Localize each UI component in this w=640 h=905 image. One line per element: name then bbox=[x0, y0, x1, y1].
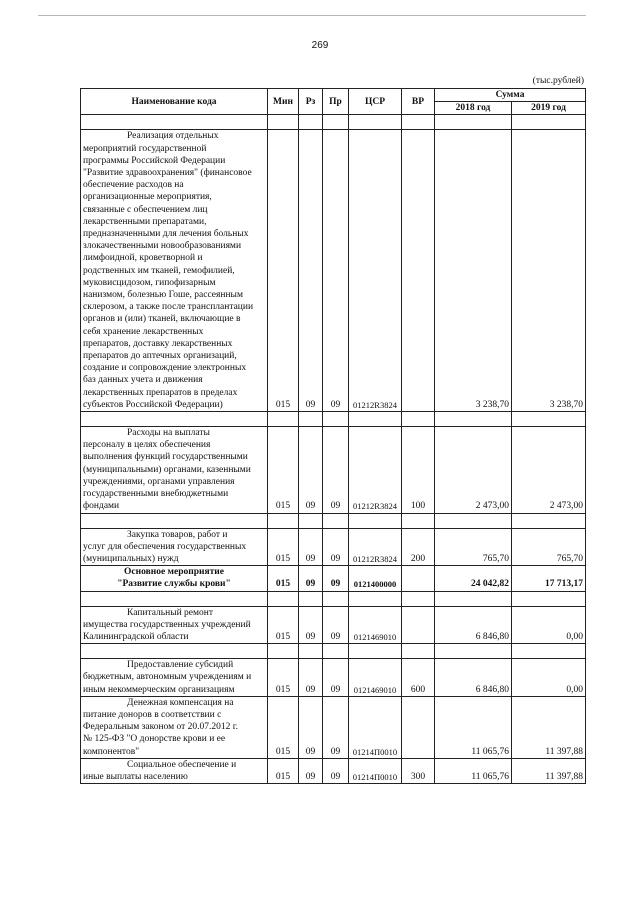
cell-2019: 0,00 bbox=[512, 606, 586, 644]
spacer-row bbox=[81, 412, 586, 427]
cell-rz: 09 bbox=[299, 696, 323, 758]
cell-2019: 2 473,00 bbox=[512, 427, 586, 513]
row-name-line: склерозом, а также после трансплантации bbox=[83, 302, 254, 313]
row-name-line: фондами bbox=[83, 501, 120, 512]
row-name-line: Федеральным законом от 20.07.2012 г. bbox=[83, 722, 238, 733]
cell-pr: 09 bbox=[323, 659, 349, 697]
row-name-line: Денежная компенсация на bbox=[127, 697, 234, 708]
cell-min: 015 bbox=[268, 659, 299, 697]
spacer-cell bbox=[299, 644, 323, 659]
spacer-cell bbox=[349, 644, 402, 659]
spacer-cell bbox=[512, 115, 586, 130]
row-name-line: (муниципальными) органами, казенными bbox=[83, 464, 251, 475]
cell-2018: 6 846,80 bbox=[435, 659, 512, 697]
cell-csr: 01212R3824 bbox=[349, 528, 402, 566]
spacer-cell bbox=[435, 591, 512, 606]
row-name bbox=[81, 758, 268, 783]
table-row bbox=[81, 566, 586, 591]
header-vr: ВР bbox=[402, 89, 435, 115]
spacer-cell bbox=[268, 591, 299, 606]
cell-vr bbox=[402, 130, 435, 412]
cell-min: 015 bbox=[268, 528, 299, 566]
row-name-line: себя хранение лекарственных bbox=[83, 326, 204, 337]
spacer-cell bbox=[299, 513, 323, 528]
row-name-line: предназначенными для лечения больных bbox=[83, 229, 249, 240]
table-row bbox=[81, 528, 586, 566]
header-sum: Сумма bbox=[435, 89, 586, 102]
header-row-1 bbox=[81, 89, 586, 102]
spacer-cell bbox=[81, 412, 268, 427]
row-name-line: Калининградской области bbox=[83, 631, 189, 642]
row-name bbox=[81, 130, 268, 412]
cell-2018: 6 846,80 bbox=[435, 606, 512, 644]
spacer-cell bbox=[299, 591, 323, 606]
spacer-cell bbox=[323, 412, 349, 427]
row-name-line: Предоставление субсидий bbox=[127, 660, 234, 671]
cell-2018: 24 042,82 bbox=[435, 566, 512, 591]
spacer-row bbox=[81, 591, 586, 606]
row-name bbox=[81, 606, 268, 644]
row-name-line: иным некоммерческим организациям bbox=[83, 684, 235, 695]
cell-pr: 09 bbox=[323, 696, 349, 758]
spacer-cell bbox=[323, 591, 349, 606]
row-name-line: программы Российской Федерации bbox=[83, 155, 226, 166]
row-name-line: лекарственными препаратами, bbox=[83, 216, 207, 227]
row-name-line: препаратов до аптечных организаций, bbox=[83, 351, 237, 362]
row-name-line: родственных им тканей, гемофилией, bbox=[83, 265, 235, 276]
cell-2018: 11 065,76 bbox=[435, 696, 512, 758]
spacer-cell bbox=[323, 513, 349, 528]
spacer-cell bbox=[323, 644, 349, 659]
spacer-cell bbox=[268, 412, 299, 427]
row-name bbox=[81, 528, 268, 566]
spacer-cell bbox=[402, 513, 435, 528]
cell-2019: 11 397,88 bbox=[512, 696, 586, 758]
header-pr: Пр bbox=[323, 89, 349, 115]
cell-rz: 09 bbox=[299, 758, 323, 783]
spacer-row bbox=[81, 513, 586, 528]
row-name-line: лекарственных препаратов в пределах bbox=[83, 387, 238, 398]
cell-2018: 11 065,76 bbox=[435, 758, 512, 783]
spacer-cell bbox=[81, 644, 268, 659]
row-name-line: "Развитие здравоохранения" (финансовое bbox=[83, 168, 252, 179]
row-name-line: бюджетным, автономным учреждениям и bbox=[83, 672, 252, 683]
cell-min: 015 bbox=[268, 606, 299, 644]
spacer-row bbox=[81, 644, 586, 659]
spacer-cell bbox=[349, 412, 402, 427]
spacer-cell bbox=[323, 115, 349, 130]
table-row bbox=[81, 606, 586, 644]
row-name-line: баз данных учета и движения bbox=[83, 375, 203, 386]
spacer-cell bbox=[81, 115, 268, 130]
cell-csr: 01214П0010 bbox=[349, 758, 402, 783]
spacer-cell bbox=[349, 591, 402, 606]
row-name-line: создание и сопровождение электронных bbox=[83, 363, 247, 374]
header-2018: 2018 год bbox=[435, 102, 512, 115]
row-name-line: препаратов, доставку лекарственных bbox=[83, 338, 233, 349]
cell-pr: 09 bbox=[323, 528, 349, 566]
cell-rz: 09 bbox=[299, 659, 323, 697]
page-number: 269 bbox=[311, 40, 329, 51]
spacer-cell bbox=[268, 644, 299, 659]
spacer-cell bbox=[349, 115, 402, 130]
table-row bbox=[81, 130, 586, 412]
table-row bbox=[81, 696, 586, 758]
table-row bbox=[81, 427, 586, 513]
spacer-cell bbox=[435, 412, 512, 427]
spacer-cell bbox=[402, 644, 435, 659]
cell-csr: 0121469010 bbox=[349, 659, 402, 697]
header-name: Наименование кода bbox=[81, 89, 268, 115]
spacer-cell bbox=[268, 513, 299, 528]
budget-table bbox=[80, 88, 586, 784]
cell-vr: 100 bbox=[402, 427, 435, 513]
spacer-cell bbox=[349, 513, 402, 528]
spacer-cell bbox=[299, 115, 323, 130]
row-name-line: выполнения функций государственными bbox=[83, 452, 248, 463]
row-name-line: Основное мероприятие bbox=[124, 567, 224, 578]
spacer-cell bbox=[512, 644, 586, 659]
row-name-line: субъектов Российской Федерации) bbox=[83, 399, 223, 410]
spacer-cell bbox=[435, 115, 512, 130]
spacer-cell bbox=[402, 591, 435, 606]
cell-vr: 300 bbox=[402, 758, 435, 783]
row-name-line: № 125-ФЗ "О донорстве крови и ее bbox=[83, 734, 226, 745]
cell-2019: 3 238,70 bbox=[512, 130, 586, 412]
row-name-line: Реализация отдельных bbox=[127, 131, 219, 142]
cell-2018: 3 238,70 bbox=[435, 130, 512, 412]
cell-rz: 09 bbox=[299, 606, 323, 644]
row-name-line: Социальное обеспечение и bbox=[127, 759, 237, 770]
header-csr: ЦСР bbox=[349, 89, 402, 115]
spacer-cell bbox=[81, 513, 268, 528]
cell-min: 015 bbox=[268, 427, 299, 513]
cell-pr: 09 bbox=[323, 566, 349, 591]
row-name bbox=[81, 427, 268, 513]
row-name-line: питание доноров в соответствии с bbox=[83, 709, 222, 720]
cell-min: 015 bbox=[268, 696, 299, 758]
row-name bbox=[81, 696, 268, 758]
row-name-line: персоналу в целях обеспечения bbox=[83, 440, 211, 451]
row-name-line: лимфоидной, кроветворной и bbox=[83, 253, 203, 264]
row-name-line: органов и (или) тканей, включающие в bbox=[83, 314, 241, 325]
cell-min: 015 bbox=[268, 566, 299, 591]
spacer-cell bbox=[402, 115, 435, 130]
cell-vr bbox=[402, 606, 435, 644]
cell-min: 015 bbox=[268, 130, 299, 412]
spacer-cell bbox=[299, 412, 323, 427]
page-top-rule bbox=[38, 15, 586, 16]
spacer-cell bbox=[512, 513, 586, 528]
units-label: (тыс.рублей) bbox=[532, 76, 584, 86]
spacer-cell bbox=[435, 644, 512, 659]
cell-pr: 09 bbox=[323, 427, 349, 513]
cell-pr: 09 bbox=[323, 758, 349, 783]
cell-2019: 765,70 bbox=[512, 528, 586, 566]
cell-2018: 765,70 bbox=[435, 528, 512, 566]
cell-rz: 09 bbox=[299, 427, 323, 513]
row-name-line: услуг для обеспечения государственных bbox=[83, 541, 247, 552]
table-row bbox=[81, 758, 586, 783]
row-name-line: злокачественными новообразованиями bbox=[83, 241, 242, 252]
cell-vr: 600 bbox=[402, 659, 435, 697]
cell-2019: 0,00 bbox=[512, 659, 586, 697]
row-name-line: "Развитие службы крови" bbox=[117, 579, 231, 590]
spacer-cell bbox=[81, 591, 268, 606]
cell-csr: 01212R3824 bbox=[349, 130, 402, 412]
spacer-cell bbox=[435, 513, 512, 528]
row-name-line: (муниципальных) нужд bbox=[83, 553, 179, 564]
cell-rz: 09 bbox=[299, 130, 323, 412]
cell-vr bbox=[402, 696, 435, 758]
header-2019: 2019 год bbox=[512, 102, 586, 115]
cell-csr: 0121400000 bbox=[349, 566, 402, 591]
spacer-cell bbox=[268, 115, 299, 130]
row-name-line: Расходы на выплаты bbox=[127, 428, 210, 439]
row-name-line: муковисцидозом, гипофизарным bbox=[83, 277, 216, 288]
row-name-line: мероприятий государственной bbox=[83, 143, 207, 154]
cell-vr: 200 bbox=[402, 528, 435, 566]
spacer-cell bbox=[512, 591, 586, 606]
cell-csr: 01214П0010 bbox=[349, 696, 402, 758]
cell-2018: 2 473,00 bbox=[435, 427, 512, 513]
row-name bbox=[81, 566, 268, 591]
cell-pr: 09 bbox=[323, 130, 349, 412]
header-min: Мин bbox=[268, 89, 299, 115]
row-name-line: имущества государственных учреждений bbox=[83, 619, 251, 630]
cell-rz: 09 bbox=[299, 566, 323, 591]
row-name-line: учреждениями, органами управления bbox=[83, 476, 235, 487]
cell-pr: 09 bbox=[323, 606, 349, 644]
header-rz: Рз bbox=[299, 89, 323, 115]
row-name-line: связанные с обеспечением лиц bbox=[83, 204, 208, 215]
cell-vr bbox=[402, 566, 435, 591]
spacer-cell bbox=[512, 412, 586, 427]
table-body bbox=[81, 115, 586, 784]
row-name-line: Закупка товаров, работ и bbox=[127, 529, 228, 540]
spacer-cell bbox=[402, 412, 435, 427]
cell-2019: 11 397,88 bbox=[512, 758, 586, 783]
row-name-line: государственными внебюджетными bbox=[83, 489, 229, 500]
row-name-line: обеспечение расходов на bbox=[83, 180, 184, 191]
cell-csr: 01212R3824 bbox=[349, 427, 402, 513]
spacer-row bbox=[81, 115, 586, 130]
cell-csr: 0121469010 bbox=[349, 606, 402, 644]
cell-rz: 09 bbox=[299, 528, 323, 566]
row-name-line: иные выплаты населению bbox=[83, 771, 188, 782]
row-name bbox=[81, 659, 268, 697]
row-name-line: нанизмом, болезнью Гоше, рассеянным bbox=[83, 290, 243, 301]
cell-2019: 17 713,17 bbox=[512, 566, 586, 591]
row-name-line: организационные мероприятия, bbox=[83, 192, 212, 203]
table-row bbox=[81, 659, 586, 697]
row-name-line: компонентов" bbox=[83, 746, 140, 757]
cell-min: 015 bbox=[268, 758, 299, 783]
row-name-line: Капитальный ремонт bbox=[127, 607, 214, 618]
